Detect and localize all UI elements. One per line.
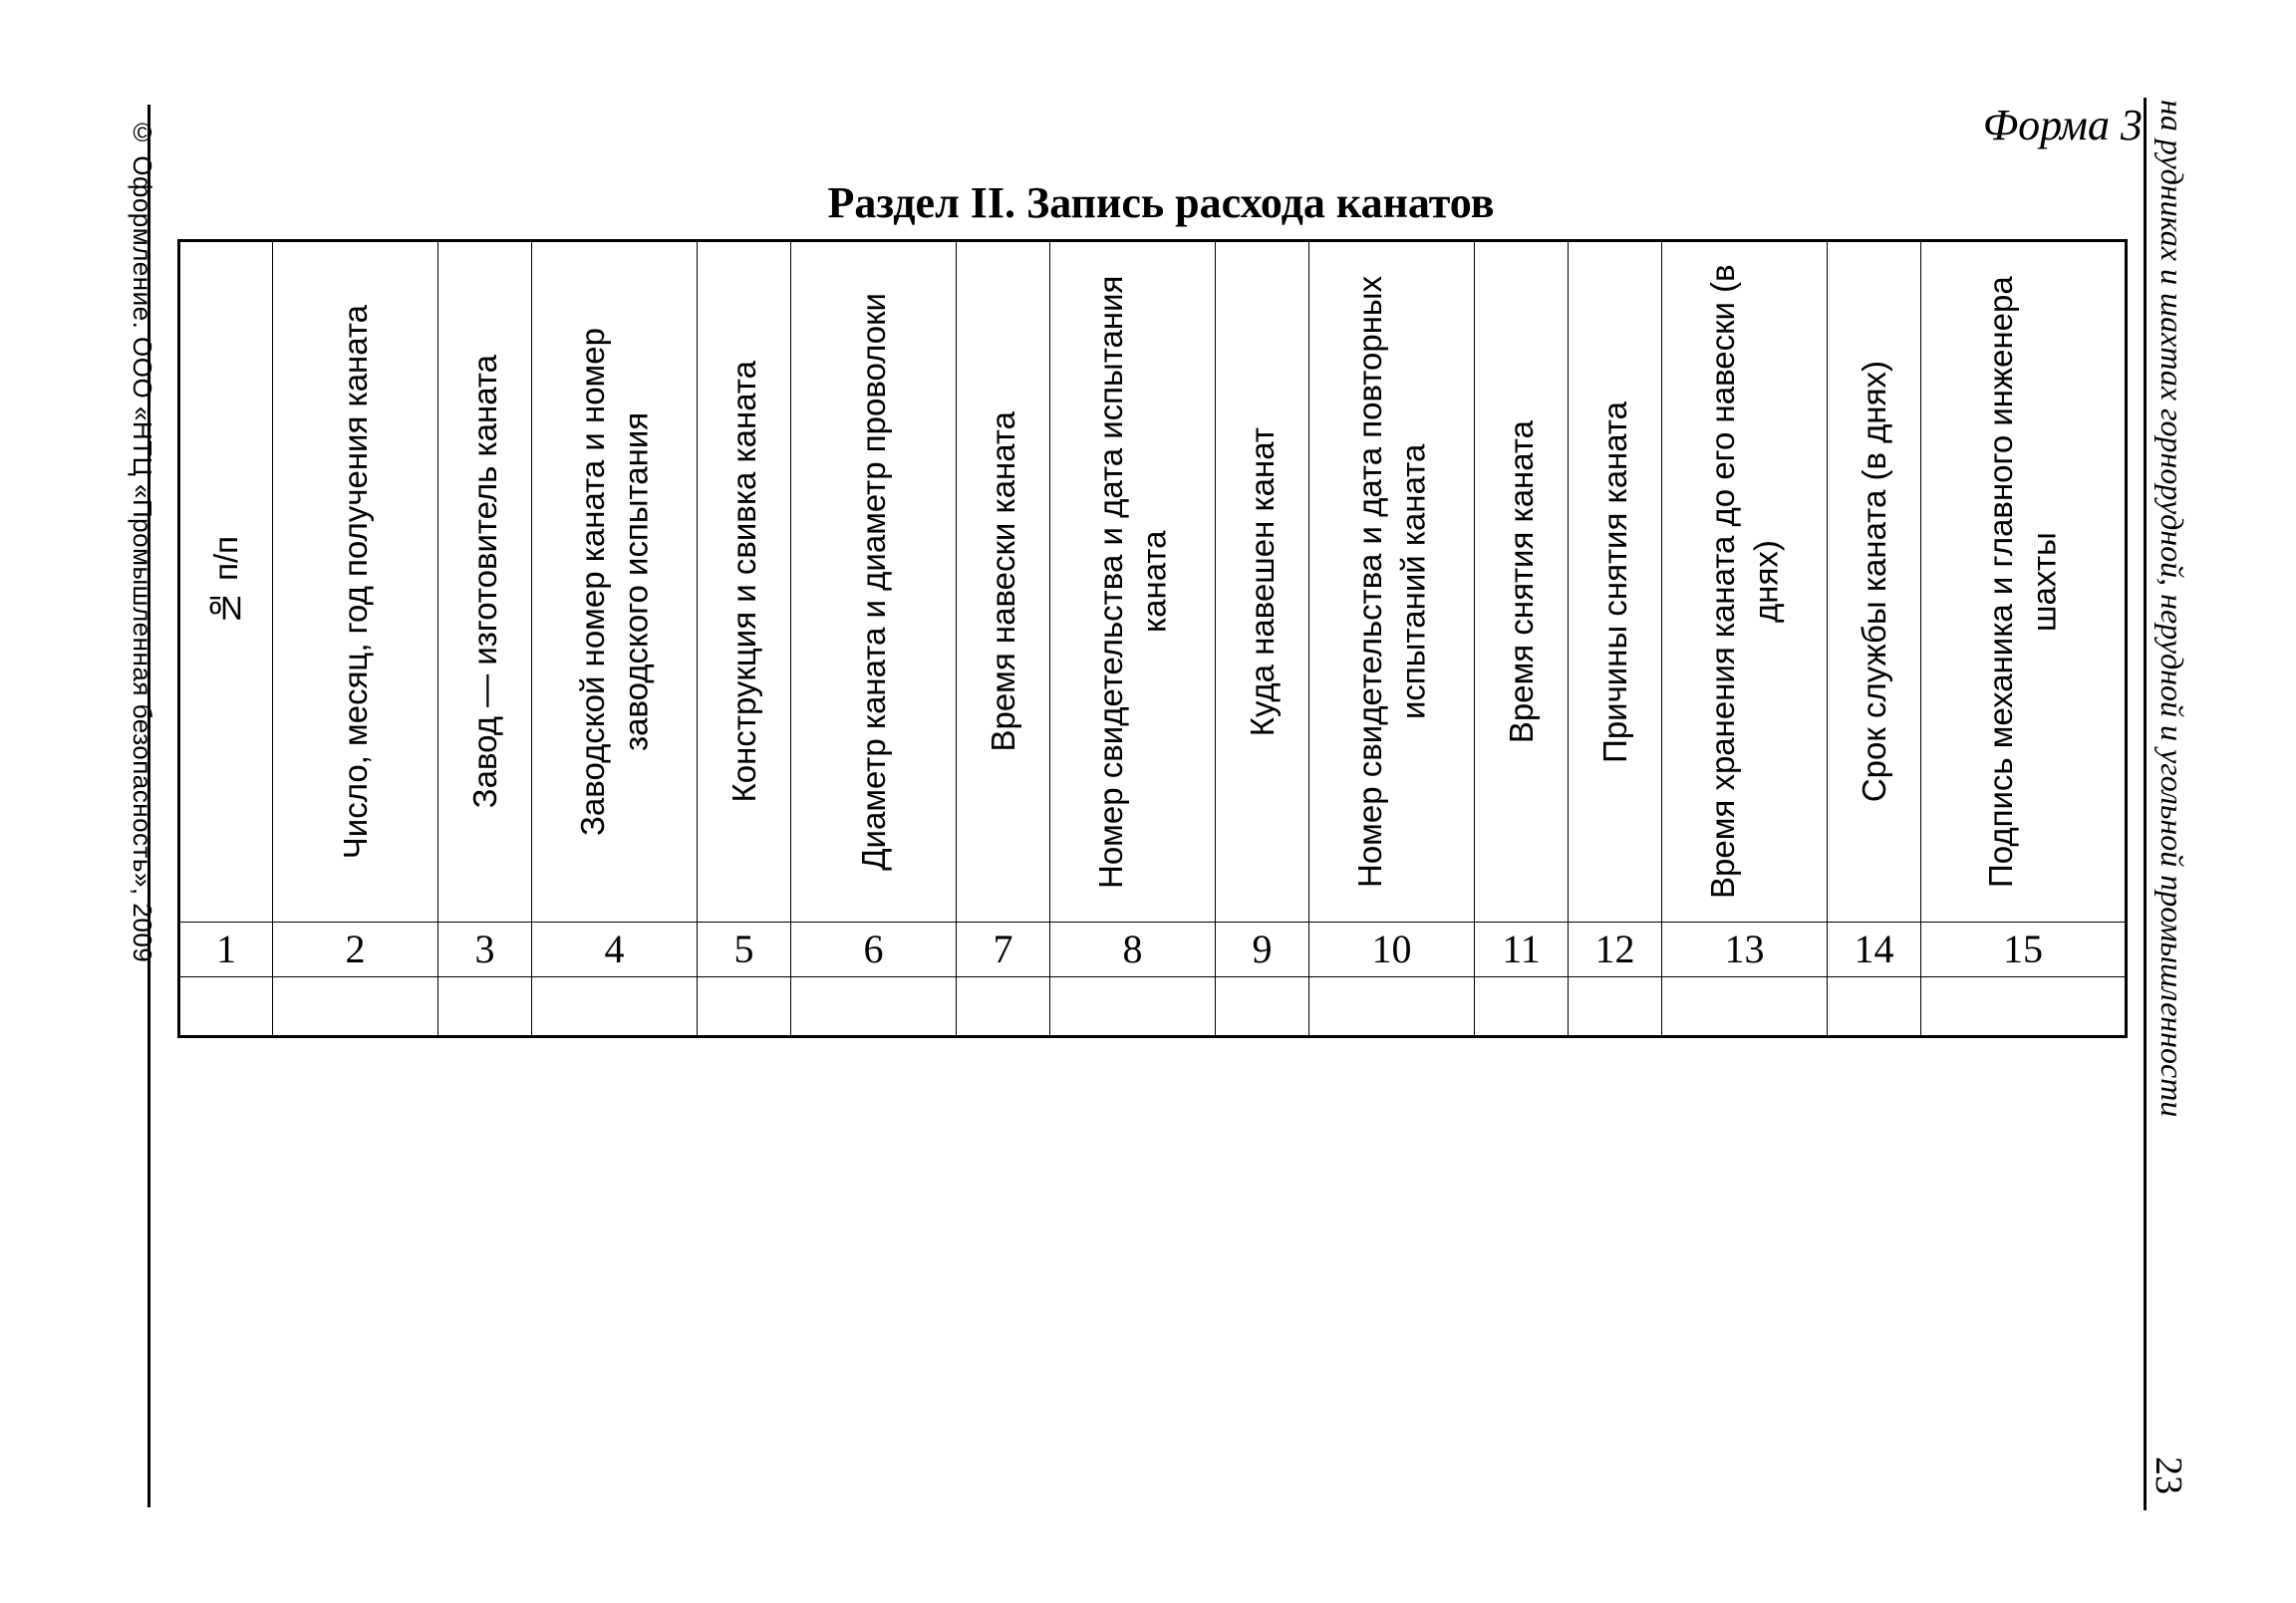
column-number: 1 — [179, 923, 273, 977]
entry-cell[interactable] — [1309, 977, 1475, 1037]
header-cell — [791, 241, 957, 923]
entry-cell[interactable] — [1475, 977, 1569, 1037]
entry-cell[interactable] — [1216, 977, 1309, 1037]
column-header: Время снятия каната — [1502, 419, 1540, 744]
column-header: Заводской номер каната и номер заводского испытания — [573, 328, 655, 836]
section-title: Раздел II. Запись расхода канатов — [827, 178, 1495, 227]
column-header: Срок службы каната (в днях) — [1855, 361, 1892, 803]
blank-entry-row — [179, 977, 2127, 1037]
entry-cell[interactable] — [698, 977, 791, 1037]
header-cell — [532, 241, 698, 923]
column-number: 14 — [1828, 923, 1921, 977]
entry-cell[interactable] — [1050, 977, 1216, 1037]
column-header: Время навески каната — [984, 411, 1021, 752]
entry-cell[interactable] — [1828, 977, 1921, 1037]
entry-cell[interactable] — [438, 977, 532, 1037]
header-cell — [1662, 241, 1828, 923]
column-header: Число, месяц, год получения каната — [336, 304, 374, 860]
column-header: Причины снятия каната — [1595, 401, 1633, 763]
column-number: 9 — [1216, 923, 1309, 977]
column-number: 7 — [957, 923, 1050, 977]
column-header: Завод — изготовитель каната — [465, 355, 503, 809]
entry-cell[interactable] — [791, 977, 957, 1037]
column-header: Конструкция и свивка каната — [724, 361, 762, 803]
column-header: Подпись механика и главного инженера шахты — [1982, 276, 2063, 888]
header-cell — [957, 241, 1050, 923]
column-number: 5 — [698, 923, 791, 977]
column-number: 12 — [1569, 923, 1662, 977]
header-row — [179, 241, 2127, 923]
column-number: 8 — [1050, 923, 1216, 977]
ledger-table — [177, 239, 2128, 1038]
header-cell — [1828, 241, 1921, 923]
header-cell — [438, 241, 532, 923]
header-cell — [1921, 241, 2127, 923]
column-number: 13 — [1662, 923, 1828, 977]
column-number: 4 — [532, 923, 698, 977]
entry-cell[interactable] — [532, 977, 698, 1037]
entry-cell[interactable] — [957, 977, 1050, 1037]
column-number: 11 — [1475, 923, 1569, 977]
column-header: Номер свидетельства и дата испытания каната — [1091, 275, 1173, 889]
form-label: Форма 3 — [1982, 101, 2143, 149]
entry-cell[interactable] — [273, 977, 438, 1037]
running-header: на рудниках и шахтах горнорудной, нерудной и угольной промышленности — [2154, 100, 2190, 1118]
header-cell — [179, 241, 273, 923]
entry-cell[interactable] — [1569, 977, 1662, 1037]
column-header: Номер свидетельства и дата повторных испытаний каната — [1350, 275, 1432, 889]
header-cell — [273, 241, 438, 923]
header-cell — [698, 241, 791, 923]
entry-cell[interactable] — [1662, 977, 1828, 1037]
header-cell — [1216, 241, 1309, 923]
header-cell — [1475, 241, 1569, 923]
column-header: Диаметр каната и диаметр проволоки — [854, 293, 892, 871]
column-number: 3 — [438, 923, 532, 977]
column-header: № п/п — [207, 536, 245, 628]
column-number: 10 — [1309, 923, 1475, 977]
right-margin-rule — [2144, 98, 2147, 1510]
column-number: 2 — [273, 923, 438, 977]
column-number: 15 — [1921, 923, 2127, 977]
entry-cell[interactable] — [179, 977, 273, 1037]
column-number: 6 — [791, 923, 957, 977]
column-header: Время хранения каната до его навески (в днях) — [1703, 264, 1785, 900]
column-header: Куда навешен канат — [1243, 426, 1281, 737]
column-number-row — [179, 923, 2127, 977]
page-number: 23 — [2148, 1457, 2189, 1494]
copyright-notice: © Оформление. ООО «НТЦ «Промышленная безопасность», 2009 — [128, 118, 157, 963]
entry-cell[interactable] — [1921, 977, 2127, 1037]
rope-record-table — [177, 239, 2125, 1034]
header-cell — [1050, 241, 1216, 923]
header-cell — [1309, 241, 1475, 923]
header-cell — [1569, 241, 1662, 923]
